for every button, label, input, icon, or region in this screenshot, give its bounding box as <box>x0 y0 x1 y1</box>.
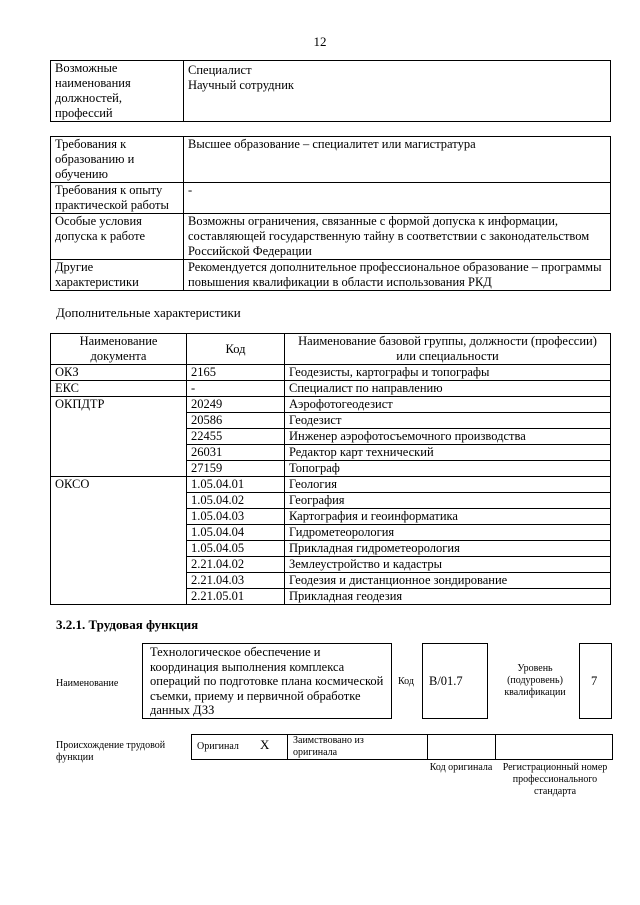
cell-code: 27159 <box>187 461 285 477</box>
positions-table <box>50 60 611 122</box>
cell-document: ОКЗ <box>51 365 187 381</box>
origin-label: Происхождение трудовой функции <box>56 740 166 763</box>
divider <box>287 734 288 759</box>
cell-name: Геодезисты, картографы и топографы <box>285 365 611 381</box>
function-level-value: 7 <box>591 674 598 688</box>
requirement-value: - <box>184 183 611 214</box>
cell-code: 2.21.04.02 <box>187 557 285 573</box>
function-code-value: В/01.7 <box>429 674 463 688</box>
cell-name: Землеустройство и кадастры <box>285 557 611 573</box>
function-heading: 3.2.1. Трудовая функция <box>56 617 199 632</box>
original-label: Оригинал <box>197 741 239 752</box>
cell-name: Аэрофотогеодезист <box>285 397 611 413</box>
function-code-label: Код <box>398 676 414 687</box>
origin-row <box>191 734 613 760</box>
cell-name: Геодезист <box>285 413 611 429</box>
cell-document: ЕКС <box>51 381 187 397</box>
cell-code: 1.05.04.04 <box>187 525 285 541</box>
borrowed-label: Заимствовано из оригинала <box>293 735 364 758</box>
cell-name: Геология <box>285 477 611 493</box>
additional-title: Дополнительные характеристики <box>56 305 241 320</box>
cell-code: 2.21.04.03 <box>187 573 285 589</box>
code-original-label: Код оригинала <box>429 762 493 773</box>
cell-name: География <box>285 493 611 509</box>
cell-name: Картография и геоинформатика <box>285 509 611 525</box>
function-level-label: Уровень (подуровень) квалификации <box>504 663 566 698</box>
cell-code: 20249 <box>187 397 285 413</box>
positions-label: Возможные наименования должностей, профессий <box>51 61 184 122</box>
position-item: Специалист <box>188 63 252 77</box>
positions-values <box>184 61 611 122</box>
table-row <box>51 477 611 493</box>
divider <box>495 734 496 759</box>
cell-code: 20586 <box>187 413 285 429</box>
cell-code: 22455 <box>187 429 285 445</box>
cell-name: Специалист по направлению <box>285 381 611 397</box>
function-name-label: Наименование <box>56 678 119 689</box>
page-number: 12 <box>313 34 327 49</box>
table-row <box>51 365 611 381</box>
function-name-value: Технологическое обеспечение и координация выполнения комплекса операций по подготовке плана космической съемки, приему и первичной обработке данных ДЗЗ <box>150 645 384 717</box>
requirement-label: Другие характеристики <box>51 260 184 291</box>
cell-code: 1.05.04.03 <box>187 509 285 525</box>
cell-name: Гидрометеорология <box>285 525 611 541</box>
requirement-value: Рекомендуется дополнительное профессиональное образование – программы повышения квалификации в области использования РКД <box>184 260 611 291</box>
header-document: Наименование документа <box>51 334 187 365</box>
cell-name: Инженер аэрофотосъемочного производства <box>285 429 611 445</box>
cell-code: - <box>187 381 285 397</box>
requirement-value: Возможны ограничения, связанные с формой допуска к информации, составляющей государственную тайну в соответствии с законодательством Российской Федерации <box>184 214 611 260</box>
requirement-label: Особые условия допуска к работе <box>51 214 184 260</box>
cell-document: ОКПДТР <box>51 397 187 477</box>
cell-document: ОКСО <box>51 477 187 605</box>
requirement-value: Высшее образование – специалитет или магистратура <box>184 137 611 183</box>
cell-code: 2165 <box>187 365 285 381</box>
cell-code: 2.21.05.01 <box>187 589 285 605</box>
reg-number-label: Регистрационный номер профессионального стандарта <box>502 762 608 797</box>
position-item: Научный сотрудник <box>188 78 294 92</box>
requirements-table <box>50 136 611 291</box>
cell-code: 1.05.04.05 <box>187 541 285 557</box>
requirement-label: Требования к образованию и обучению <box>51 137 184 183</box>
original-mark: X <box>260 737 270 752</box>
cell-name: Геодезия и дистанционное зондирование <box>285 573 611 589</box>
table-row <box>51 397 611 413</box>
cell-code: 1.05.04.01 <box>187 477 285 493</box>
cell-name: Прикладная гидрометеорология <box>285 541 611 557</box>
divider <box>427 734 428 759</box>
cell-code: 26031 <box>187 445 285 461</box>
requirement-label: Требования к опыту практической работы <box>51 183 184 214</box>
table-header-row <box>51 334 611 365</box>
table-row <box>51 381 611 397</box>
header-name: Наименование базовой группы, должности (профессии) или специальности <box>285 334 611 365</box>
header-code: Код <box>187 334 285 365</box>
cell-code: 1.05.04.02 <box>187 493 285 509</box>
additional-table <box>50 333 611 605</box>
cell-name: Топограф <box>285 461 611 477</box>
cell-name: Прикладная геодезия <box>285 589 611 605</box>
cell-name: Редактор карт технический <box>285 445 611 461</box>
